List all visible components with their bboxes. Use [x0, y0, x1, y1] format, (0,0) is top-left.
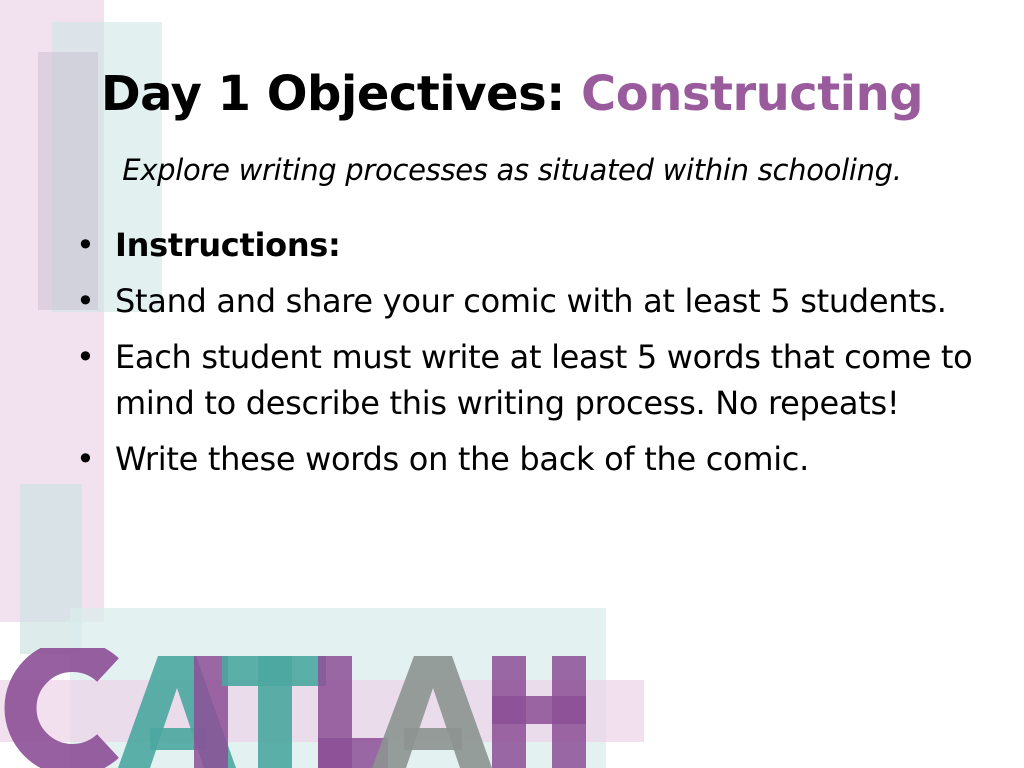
bullet-icon: • — [76, 282, 95, 320]
bullet-text: Write these words on the back of the comic. — [115, 440, 809, 478]
list-item — [76, 436, 976, 482]
list-item — [76, 334, 976, 426]
bullet-icon: • — [76, 440, 95, 478]
slide-title — [0, 66, 1024, 122]
title-main: Day 1 Objectives: — [100, 66, 565, 122]
bullet-text: Instructions: — [115, 226, 341, 264]
list-item — [76, 278, 976, 324]
bullet-text: Stand and share your comic with at least 5 students. — [115, 282, 947, 320]
list-item — [76, 222, 976, 268]
bullet-icon: • — [76, 338, 95, 376]
bullet-icon: • — [76, 226, 95, 264]
bullet-list — [76, 222, 976, 492]
caitlah-logo — [0, 648, 600, 768]
slide-subtitle: Explore writing processes as situated within schooling. — [122, 153, 902, 187]
title-accent: Constructing — [581, 66, 924, 122]
bullet-text: Each student must write at least 5 words that come to mind to describe this writing process. No repeats! — [115, 338, 973, 422]
